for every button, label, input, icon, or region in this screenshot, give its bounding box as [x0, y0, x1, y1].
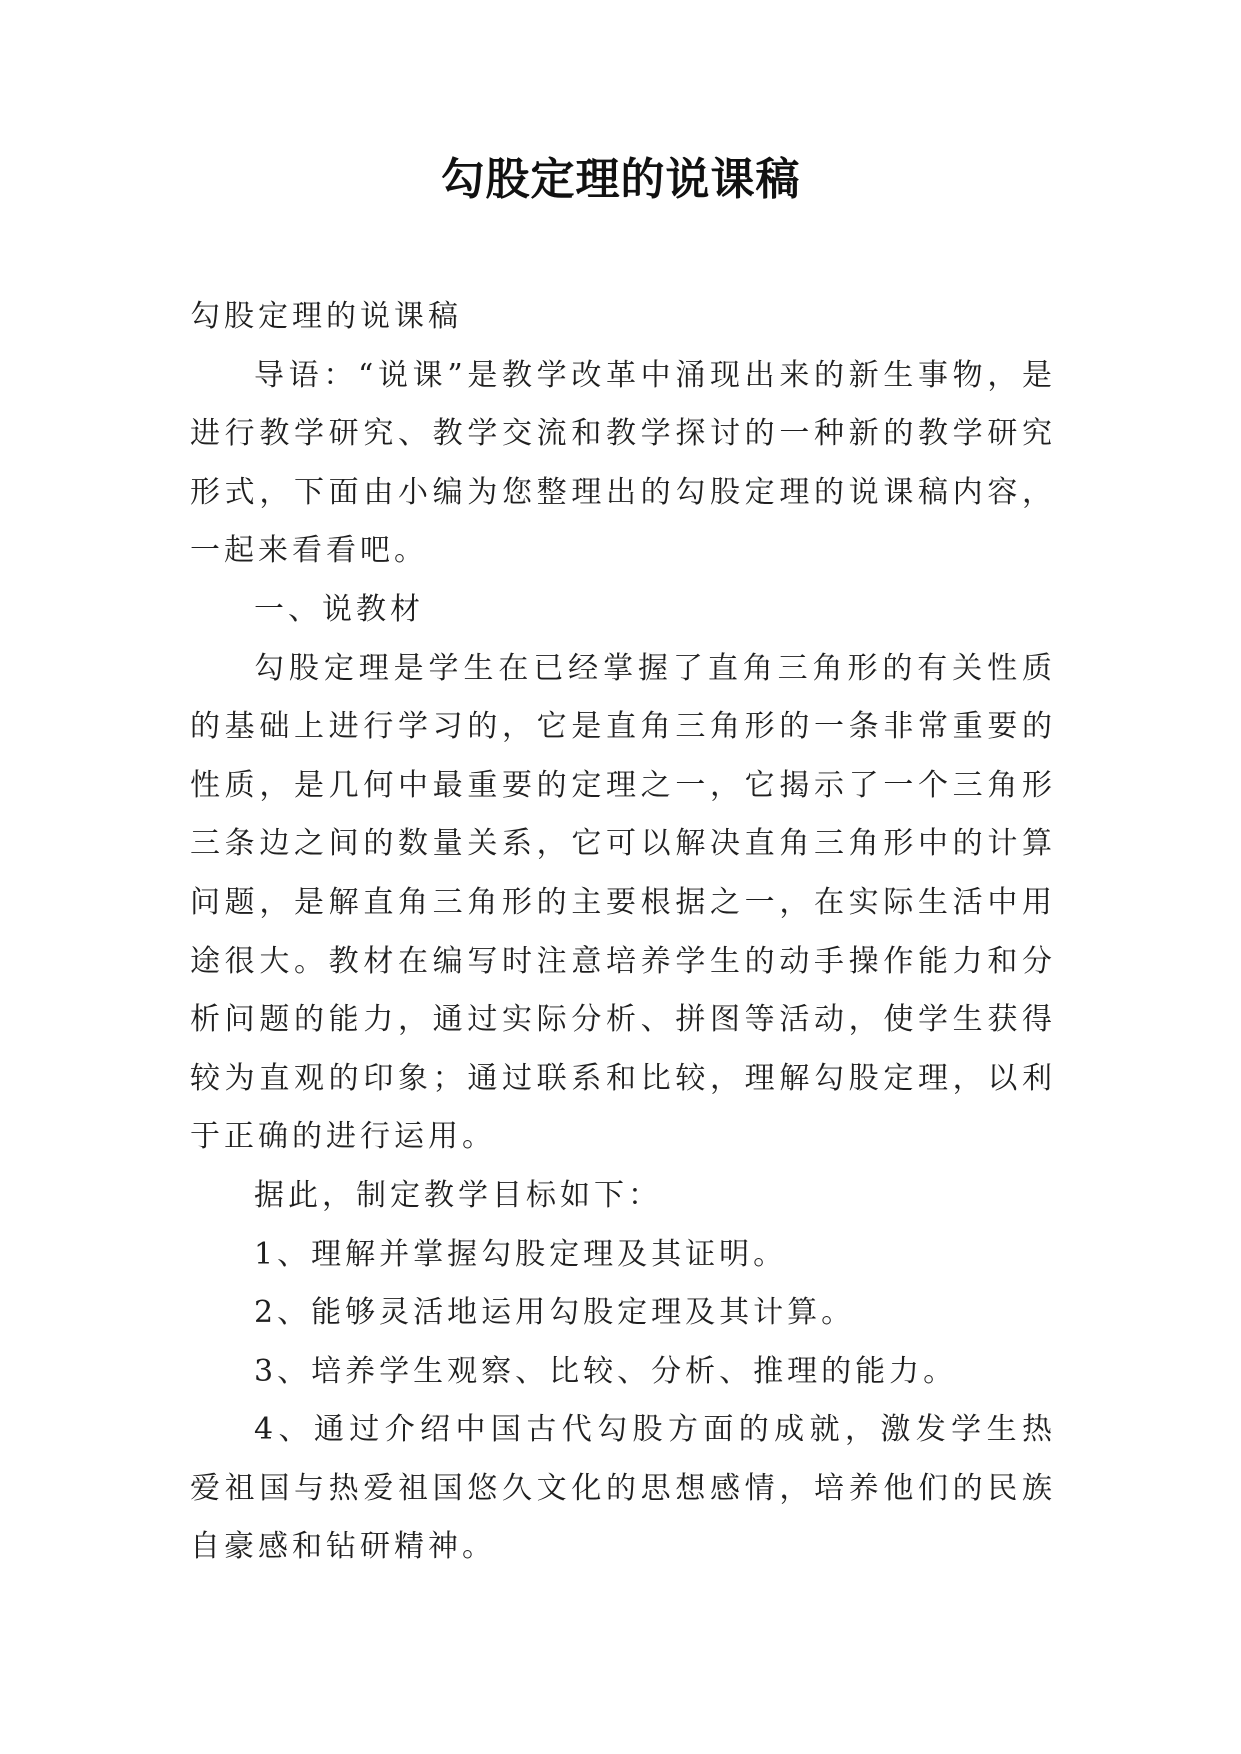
document-title: 勾股定理的说课稿	[440, 154, 801, 205]
body-paragraph-heading: 勾股定理的说课稿	[190, 299, 462, 334]
document-body	[190, 288, 1056, 1577]
goal-item-3: 3、培养学生观察、比较、分析、推理的能力。	[254, 1353, 958, 1389]
goal-item-4: 4、通过介绍中国古代勾股方面的成就，激发学生热爱祖国与热爱祖国悠久文化的思想感情，培养他们的民族自豪感和钻研精神。	[190, 1412, 1056, 1565]
goal-item-2: 2、能够灵活地运用勾股定理及其计算。	[254, 1295, 856, 1331]
body-paragraph-textbook: 勾股定理是学生在已经掌握了直角三角形的有关性质的基础上进行学习的，它是直角三角形的一条非常重要的性质，是几何中最重要的定理之一，它揭示了一个三角形三条边之间的数量关系，它可以解决直角三角形中的计算问题，是解直角三角形的主要根据之一，在实际生活中用途很大。教材在编写时注意培养学生的动手操作能力和分析问题的能力，通过实际分析、拼图等活动，使学生获得较为直观的印象；通过联系和比较，理解勾股定理，以利于正确的进行运用。	[190, 650, 1056, 1155]
goal-item-1: 1、理解并掌握勾股定理及其证明。	[254, 1236, 788, 1272]
section-heading-textbook: 一、说教材	[254, 591, 424, 627]
body-paragraph-goals-lead: 据此，制定教学目标如下：	[254, 1177, 662, 1213]
body-paragraph-intro: 导语：“说课”是教学改革中涌现出来的新生事物，是进行教学研究、教学交流和教学探讨的一种新的教学研究形式，下面由小编为您整理出的勾股定理的说课稿内容，一起来看看吧。	[190, 357, 1056, 569]
